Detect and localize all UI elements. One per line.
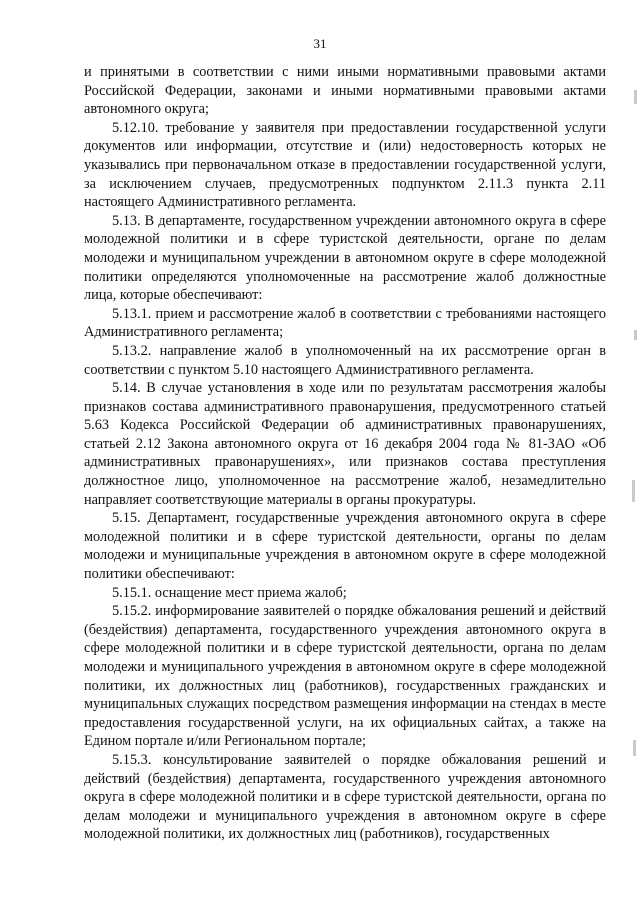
scan-edge-mark (633, 740, 636, 756)
paragraph-5-13-2: 5.13.2. направление жалоб в уполномоченный на их рассмотрение орган в соответствии с пунктом 5.10 настоящего Административного регламента. (84, 342, 606, 378)
paragraph-5-12-10: 5.12.10. требование у заявителя при предоставлении государственной услуги документов или информации, отсутствие и (или) недостоверность которых не указывались при первоначальном отказе в предоставлении государственной услуги, за исключением случаев, предусмотренных подпунктом 2.11.3 пункта 2.11 настоящего Административного регламента. (84, 119, 606, 211)
scan-edge-mark (634, 330, 637, 340)
paragraph-5-13: 5.13. В департаменте, государственном учреждении автономного округа в сфере молодежной политики и в сфере туристской деятельности, органе по делам молодежи и муниципальном учреждении в автономном округе в сфере молодежной политики определяются уполномоченные на рассмотрение жалоб должностные лица, которые обеспечивают: (84, 212, 606, 304)
paragraph-5-15: 5.15. Департамент, государственные учреждения автономного округа в сфере молодежной политики и в сфере туристской деятельности, органы по делам молодежи и муниципальные учреждения в автономном округе в сфере молодежной политики обеспечивают: (84, 510, 606, 583)
paragraph-5-15-3: 5.15.3. консультирование заявителей о порядке обжалования решений и действий (бездействия) департамента, государственного учреждения автономного округа в сфере молодежной политики и в сфере туристской деятельности, органа по делам молодежи и муниципального учреждения в автономном округе в сфере молодежной политики, их должностных лиц (работников), государственных (84, 751, 606, 843)
document-body (84, 63, 606, 844)
paragraph-5-15-2: 5.15.2. информирование заявителей о порядке обжалования решений и действий (бездействия) департамента, государственного учреждения автономного округа в сфере молодежной политики и в сфере туристской деятельности, органа по делам молодежи и муниципального учреждения в автономном округе в сфере молодежной политики, их должностных лиц (работников), государственных гражданских и муниципальных служащих посредством размещения информации на стендах в месте предоставления государственной услуги, на их официальных сайтах, а также на Едином портале и/или Региональном портале; (84, 603, 606, 750)
scan-edge-mark (634, 90, 637, 104)
paragraph-5-13-1: 5.13.1. прием и рассмотрение жалоб в соответствии с требованиями настоящего Административного регламента; (84, 305, 606, 341)
paragraph-5-15-1: 5.15.1. оснащение мест приема жалоб; (112, 584, 347, 601)
page-number: 31 (313, 36, 327, 51)
paragraph-5-14: 5.14. В случае установления в ходе или по результатам рассмотрения жалобы признаков состава административного правонарушения, предусмотренного статьей 5.63 Кодекса Российской Федерации об административных правонарушениях, статьей 2.12 Закона автономного округа от 16 декабря 2004 года № 81-ЗАО «Об административных правонарушениях», или признаков состава преступления должностное лицо, уполномоченное на рассмотрение жалоб, незамедлительно направляет соответствующие материалы в органы прокуратуры. (84, 380, 606, 508)
paragraph-cont: и принятыми в соответствии с ними иными нормативными правовыми актами Российской Федерации, законами и иными нормативными правовыми актами автономного округа; (84, 64, 606, 118)
scan-edge-mark (632, 480, 635, 502)
